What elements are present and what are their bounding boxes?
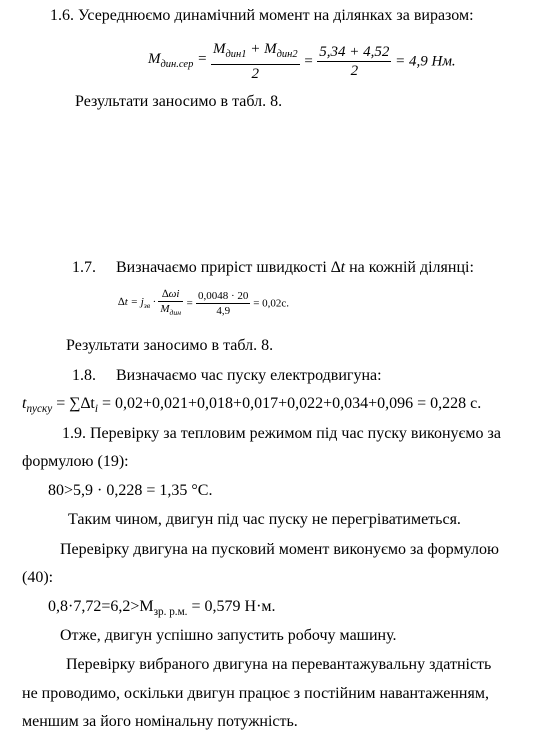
formula-fraction-numeric — [196, 289, 250, 318]
fraction-num-sub1: дин1 — [225, 49, 247, 60]
formula-speed-increment: $\Delta t = j_{зв}$ · $\frac{\Delta\omega i}{M_{дин}}$ = $\frac{0,0048 \cdot 20}{4,9}$ = 0,02с. — [118, 287, 289, 320]
formula-sum-sub: i — [94, 403, 98, 416]
calc-right: = 0,579 Н·м. — [191, 598, 276, 615]
overload-line3: меншим за його номінальну потужність. — [22, 713, 298, 730]
formula-lhs: ∆t = j — [118, 295, 144, 308]
overload-line1: Перевірку вибраного двигуна на перевантажувальну здатність — [66, 656, 492, 673]
section-1-9-line2: формулою (19): — [22, 453, 129, 470]
fraction-den: 2 — [251, 66, 260, 82]
section-1-7-heading — [72, 258, 474, 278]
heading-number: 1.8. — [72, 367, 96, 384]
thermal-check-conclusion: Таким чином, двигун під час пуску не перегріватиметься. — [68, 511, 461, 528]
formula-result: = 0,02с. — [253, 297, 290, 310]
calc-sub: зр. р.м. — [153, 606, 188, 619]
heading-text: Визначаємо час пуску електродвигуна: — [116, 367, 382, 384]
fraction-num-values: 5,34 + 4,52 — [319, 44, 390, 60]
heading-number: 1.7. — [72, 259, 96, 276]
fraction-den: M — [160, 303, 170, 315]
formula-sum: = ∑∆t — [56, 395, 95, 412]
torque-check-line2: (40): — [22, 569, 54, 586]
fraction-den-values: 2 — [350, 63, 359, 79]
heading-text: Визначаємо приріст швидкості — [116, 259, 327, 276]
section-1-6-results: Результати заносимо в табл. 8. — [75, 93, 283, 110]
formula-unit: Нм. — [431, 53, 456, 70]
fraction-num-m2: M — [264, 41, 277, 57]
formula-fraction-numeric — [317, 43, 391, 80]
thermal-check-calc: 80>5,9 · 0,228 = 1,35 °С. — [48, 482, 213, 499]
fraction-num-values: 0,0048 · 20 — [198, 290, 249, 303]
formula-lhs-symbol: M — [148, 50, 161, 67]
t-symbol: t — [22, 395, 27, 412]
fraction-num-sub2: дин2 — [276, 49, 298, 60]
fraction-den-sub: дин — [169, 308, 182, 318]
overload-line2: не проводимо, оскільки двигун працює з постійним навантаженням, — [22, 685, 489, 702]
calc-left: 0,8·7,72=6,2>M — [48, 598, 154, 615]
t-sub: пуску — [26, 403, 53, 416]
formula-lhs-sub: дин.сер — [160, 58, 194, 70]
formula-fraction-symbolic — [158, 287, 183, 320]
fraction-num-m1: M — [212, 41, 226, 57]
formula-result: = 4,9 — [395, 53, 428, 70]
heading-symbol: ∆t — [330, 259, 346, 276]
fraction-num: ∆ωi — [158, 287, 183, 302]
fraction-den-values: 4,9 — [216, 305, 231, 318]
section-1-9-line1: 1.9. Перевірку за тепловим режимом під час пуску виконуємо за — [62, 425, 501, 442]
section-1-8-heading — [72, 366, 382, 386]
formula-fraction-symbolic — [211, 40, 300, 83]
formula-avg-dynamic-moment: $M_{дин.сер}$ = $\frac{M_{дин1} + M_{дин2}}{2}$ = $\frac{5,34 + 4,52}{2}$ = 4,9 Нм. — [148, 41, 456, 82]
torque-check-conclusion: Отже, двигун успішно запустить робочу машину. — [60, 627, 397, 644]
heading-tail: на кожній ділянці: — [349, 259, 474, 276]
torque-check-calc — [48, 597, 276, 622]
torque-check-line1: Перевірку двигуна на пусковий момент виконуємо за формулою — [60, 541, 499, 558]
formula-lhs-sub: зв — [143, 300, 151, 310]
fraction-num-plus: + — [246, 41, 265, 57]
formula-values: = 0,02+0,021+0,018+0,017+0,022+0,034+0,096 = 0,228 с. — [101, 395, 482, 412]
section-1-7-results: Результати заносимо в табл. 8. — [66, 337, 274, 354]
formula-start-time — [22, 394, 481, 419]
section-1-6-heading: 1.6. Усереднюємо динамічний момент на ділянках за виразом: — [50, 7, 474, 24]
